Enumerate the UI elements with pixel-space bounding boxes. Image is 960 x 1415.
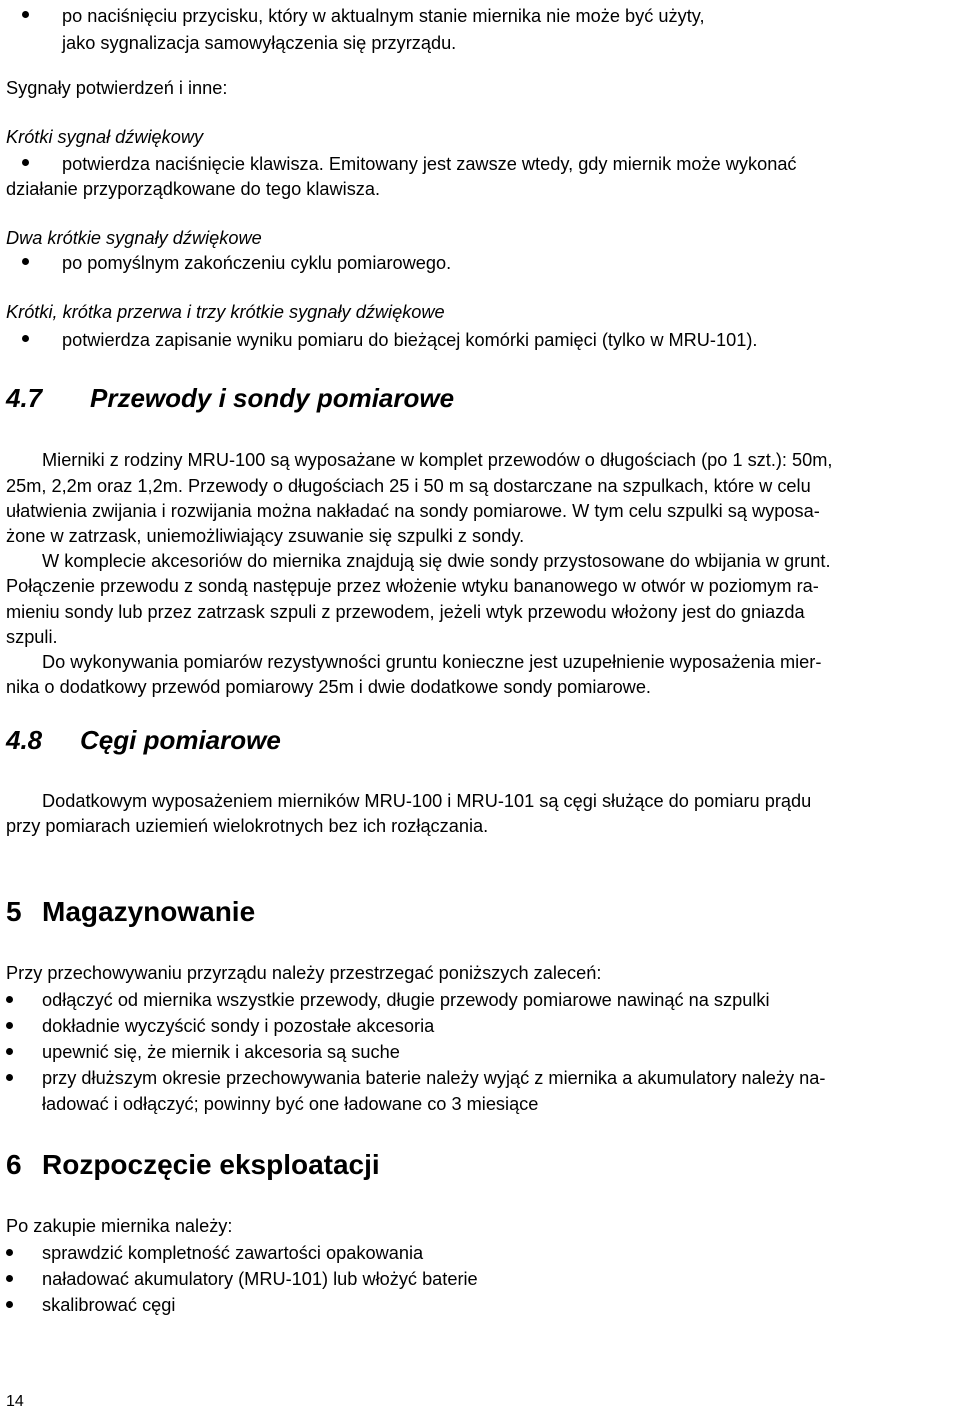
signals-heading: Sygnały potwierdzeń i inne: bbox=[6, 78, 228, 98]
s6-item: sprawdzić kompletność zawartości opakowania bbox=[42, 1243, 424, 1263]
s6-item: naładować akumulatory (MRU-101) lub włożyć baterie bbox=[42, 1269, 478, 1289]
s47-line: 25m, 2,2m oraz 1,2m. Przewody o długościach 25 i 50 m są dostarczane na szpulkach, które w celu bbox=[6, 476, 811, 496]
top-bullet-line1: po naciśnięciu przycisku, który w aktualnym stanie miernika nie może być użyty, bbox=[62, 6, 705, 26]
bullet-marker bbox=[6, 1074, 13, 1081]
s5-item: odłączyć od miernika wszystkie przewody, długie przewody pomiarowe nawinąć na szpulki bbox=[42, 990, 770, 1010]
bullet-marker bbox=[6, 996, 13, 1003]
two-signals-text: po pomyślnym zakończeniu cyklu pomiarowego. bbox=[62, 253, 452, 273]
bullet-marker bbox=[6, 1048, 13, 1055]
s47-line: żone w zatrzask, uniemożliwiający zsuwanie się szpulki z sondy. bbox=[6, 526, 525, 546]
s47-line: nika o dodatkowy przewód pomiarowy 25m i dwie dodatkowe sondy pomiarowe. bbox=[6, 677, 651, 697]
three-signals-label: Krótki, krótka przerwa i trzy krótkie sygnały dźwiękowe bbox=[6, 302, 445, 322]
s47-line: szpuli. bbox=[6, 627, 58, 647]
s47-line: mieniu sondy lub przez zatrzask szpuli z przewodem, jeżeli wtyk przewodu włożony jest do gniazda bbox=[6, 602, 805, 622]
s5-item-continuation: ładować i odłączyć; powinny być one ładowane co 3 miesiące bbox=[42, 1094, 539, 1114]
three-signals-text: potwierdza zapisanie wyniku pomiaru do bieżącej komórki pamięci (tylko w MRU-101). bbox=[62, 330, 758, 350]
s47-line: Do wykonywania pomiarów rezystywności gruntu konieczne jest uzupełnienie wyposażenia mier- bbox=[42, 652, 822, 672]
s47-line: W komplecie akcesoriów do miernika znajdują się dwie sondy przystosowane do wbijania w grunt. bbox=[42, 551, 831, 571]
s5-intro: Przy przechowywaniu przyrządu należy przestrzegać poniższych zaleceń: bbox=[6, 963, 602, 983]
short-signal-line1: potwierdza naciśnięcie klawisza. Emitowany jest zawsze wtedy, gdy miernik może wykonać bbox=[62, 154, 797, 174]
bullet-marker bbox=[6, 1301, 13, 1308]
s47-line: Połączenie przewodu z sondą następuje przez włożenie wtyku bananowego w otwór w poziomym ra- bbox=[6, 576, 819, 596]
s48-line: przy pomiarach uziemień wielokrotnych bez ich rozłączania. bbox=[6, 816, 489, 836]
bullet-marker bbox=[6, 1022, 13, 1029]
s48-line: Dodatkowym wyposażeniem mierników MRU-100 i MRU-101 są cęgi służące do pomiaru prądu bbox=[42, 791, 812, 811]
s47-line: Mierniki z rodziny MRU-100 są wyposażane w komplet przewodów o długościach (po 1 szt.): 50m, bbox=[42, 450, 833, 470]
two-signals-label: Dwa krótkie sygnały dźwiękowe bbox=[6, 228, 262, 248]
section-4-8-title: Cęgi pomiarowe bbox=[80, 725, 281, 755]
section-5-number: 5 bbox=[6, 896, 22, 927]
bullet-marker bbox=[22, 11, 29, 18]
section-6-number: 6 bbox=[6, 1149, 22, 1180]
page-number: 14 bbox=[6, 1393, 24, 1410]
bullet-marker bbox=[22, 258, 29, 265]
section-4-7-number: 4.7 bbox=[6, 383, 43, 413]
s5-item: upewnić się, że miernik i akcesoria są suche bbox=[42, 1042, 400, 1062]
bullet-marker bbox=[6, 1249, 13, 1256]
bullet-marker bbox=[22, 159, 29, 166]
section-6-title: Rozpoczęcie eksploatacji bbox=[42, 1149, 380, 1180]
s6-item: skalibrować cęgi bbox=[42, 1295, 176, 1315]
section-4-7-title: Przewody i sondy pomiarowe bbox=[90, 383, 455, 413]
s5-item: przy dłuższym okresie przechowywania baterie należy wyjąć z miernika a akumulatory należy na- bbox=[42, 1068, 826, 1088]
s47-line: ułatwienia zwijania i rozwijania można nakładać na sondy pomiarowe. W tym celu szpulki są wyposa- bbox=[6, 501, 820, 521]
bullet-marker bbox=[6, 1275, 13, 1282]
bullet-marker bbox=[22, 335, 29, 342]
top-bullet-line2: jako sygnalizacja samowyłączenia się przyrządu. bbox=[62, 33, 457, 53]
s5-item: dokładnie wyczyścić sondy i pozostałe akcesoria bbox=[42, 1016, 435, 1036]
short-signal-label: Krótki sygnał dźwiękowy bbox=[6, 127, 204, 147]
short-signal-line2: działanie przyporządkowane do tego klawisza. bbox=[6, 179, 381, 199]
section-5-title: Magazynowanie bbox=[42, 896, 256, 927]
s6-intro: Po zakupie miernika należy: bbox=[6, 1216, 233, 1236]
section-4-8-number: 4.8 bbox=[6, 725, 43, 755]
